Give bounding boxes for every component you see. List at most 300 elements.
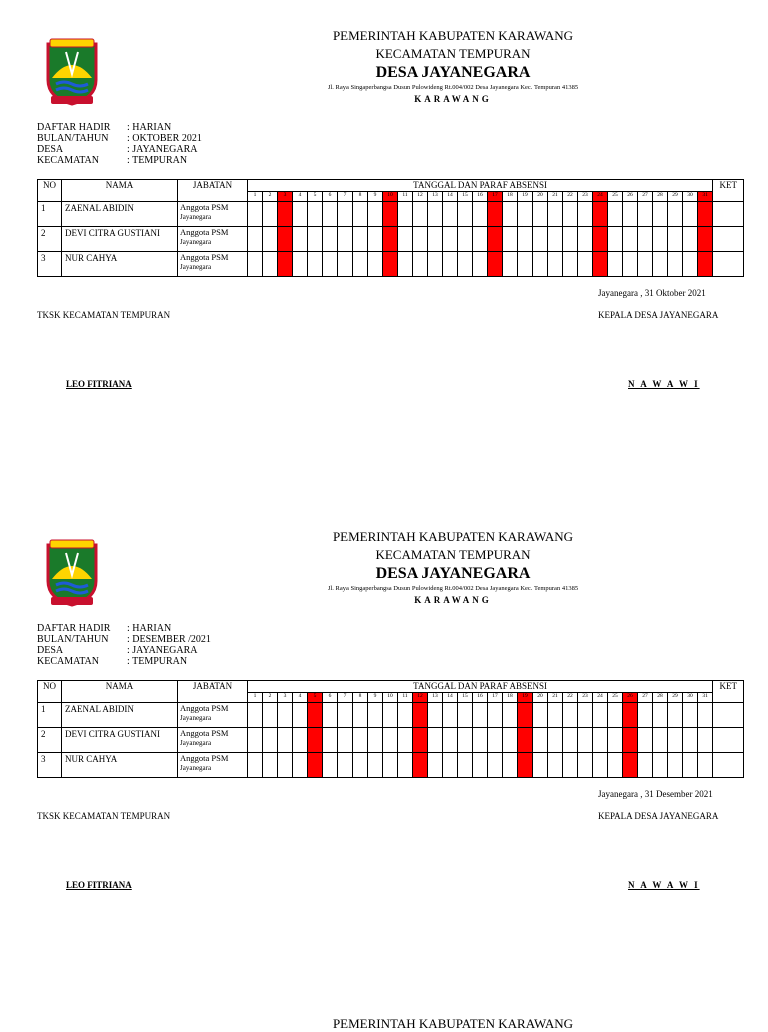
col-no-header: NO xyxy=(38,681,62,703)
ket-cell xyxy=(713,753,744,778)
table-row xyxy=(38,202,744,227)
attendance-table xyxy=(37,179,744,277)
attendance-cell xyxy=(608,227,623,252)
day-number: 10 xyxy=(383,693,398,703)
attendance-cell xyxy=(608,703,623,728)
ket-cell xyxy=(713,202,744,227)
row-role-place: Jayanegara xyxy=(180,238,212,246)
col-tanggal-header: TANGGAL DAN PARAF ABSENSI xyxy=(248,681,713,693)
day-number: 1 xyxy=(248,693,263,703)
attendance-cell xyxy=(593,202,608,227)
meta-value: : DESEMBER /2021 xyxy=(127,634,211,645)
attendance-cell xyxy=(338,252,353,277)
header-government: PEMERINTAH KABUPATEN KARAWANG xyxy=(332,28,574,43)
attendance-cell xyxy=(338,227,353,252)
attendance-cell xyxy=(338,753,353,778)
attendance-cell xyxy=(413,753,428,778)
attendance-cell xyxy=(638,252,653,277)
sign-right-name: N A W A W I xyxy=(628,379,700,389)
attendance-cell xyxy=(563,252,578,277)
attendance-cell xyxy=(458,227,473,252)
attendance-cell xyxy=(323,252,338,277)
day-number: 23 xyxy=(578,192,593,202)
ket-cell xyxy=(713,728,744,753)
attendance-cell xyxy=(443,753,458,778)
attendance-cell xyxy=(443,202,458,227)
table-row xyxy=(38,728,744,753)
attendance-cell xyxy=(668,703,683,728)
day-number: 2 xyxy=(263,192,278,202)
attendance-cell xyxy=(683,753,698,778)
attendance-cell xyxy=(248,728,263,753)
day-number: 30 xyxy=(683,693,698,703)
attendance-cell xyxy=(428,728,443,753)
meta-label: DESA xyxy=(37,645,64,656)
day-number: 17 xyxy=(488,693,503,703)
attendance-cell xyxy=(608,202,623,227)
next-page-header-peek: PEMERINTAH KABUPATEN KARAWANG xyxy=(332,1016,574,1031)
day-number: 11 xyxy=(398,693,413,703)
attendance-cell xyxy=(578,252,593,277)
table-row xyxy=(38,227,744,252)
attendance-cell xyxy=(488,728,503,753)
attendance-cell xyxy=(368,252,383,277)
attendance-cell xyxy=(353,728,368,753)
day-number: 7 xyxy=(338,192,353,202)
header-regency: KARAWANG xyxy=(414,94,492,104)
attendance-cell xyxy=(278,728,293,753)
attendance-cell xyxy=(293,728,308,753)
attendance-cell xyxy=(443,703,458,728)
day-number: 27 xyxy=(638,693,653,703)
sheet-meta xyxy=(37,623,211,667)
row-name: ZAENAL ABIDIN xyxy=(62,703,178,728)
attendance-cell xyxy=(518,202,533,227)
day-number: 8 xyxy=(353,192,368,202)
attendance-cell xyxy=(383,703,398,728)
sign-left-title: TKSK KECAMATAN TEMPURAN xyxy=(37,811,171,821)
attendance-cell xyxy=(353,252,368,277)
header-village: DESA JAYANEGARA xyxy=(375,64,531,81)
meta-label: DAFTAR HADIR xyxy=(37,623,111,634)
day-number: 6 xyxy=(323,693,338,703)
meta-value: : HARIAN xyxy=(127,623,172,634)
day-number: 3 xyxy=(278,192,293,202)
attendance-cell xyxy=(683,227,698,252)
attendance-cell xyxy=(638,202,653,227)
day-number: 28 xyxy=(653,693,668,703)
attendance-cell xyxy=(383,753,398,778)
attendance-cell xyxy=(443,728,458,753)
meta-label: DAFTAR HADIR xyxy=(37,122,111,133)
day-number: 4 xyxy=(293,693,308,703)
attendance-cell xyxy=(623,202,638,227)
attendance-cell xyxy=(548,728,563,753)
row-role: Anggota PSM xyxy=(180,227,229,237)
attendance-cell xyxy=(683,202,698,227)
table-row xyxy=(38,703,744,728)
header-address: Jl. Raya Singaperbangsa Dusun Pulowideng Rt.004/002 Desa Jayanegara Kec. Tempuran 41385 xyxy=(327,84,579,91)
attendance-sheet xyxy=(0,501,768,1001)
day-number: 10 xyxy=(383,192,398,202)
day-number: 4 xyxy=(293,192,308,202)
attendance-cell xyxy=(323,753,338,778)
attendance-cell xyxy=(593,753,608,778)
attendance-cell xyxy=(488,202,503,227)
attendance-cell xyxy=(263,227,278,252)
attendance-cell xyxy=(563,728,578,753)
attendance-cell xyxy=(323,728,338,753)
meta-value: : TEMPURAN xyxy=(127,155,188,166)
row-name: ZAENAL ABIDIN xyxy=(62,202,178,227)
day-number: 22 xyxy=(563,693,578,703)
row-name: DEVI CITRA GUSTIANI xyxy=(62,227,178,252)
attendance-cell xyxy=(518,227,533,252)
attendance-cell xyxy=(578,728,593,753)
sign-left-name: LEO FITRIANA xyxy=(66,379,132,389)
row-no: 1 xyxy=(38,202,62,227)
attendance-cell xyxy=(683,728,698,753)
attendance-cell xyxy=(398,252,413,277)
attendance-cell xyxy=(668,227,683,252)
attendance-cell xyxy=(368,728,383,753)
attendance-cell xyxy=(653,728,668,753)
attendance-cell xyxy=(263,753,278,778)
attendance-cell xyxy=(533,227,548,252)
attendance-cell xyxy=(308,227,323,252)
attendance-cell xyxy=(323,202,338,227)
day-number: 12 xyxy=(413,693,428,703)
day-number: 19 xyxy=(518,693,533,703)
day-number: 22 xyxy=(563,192,578,202)
attendance-cell xyxy=(563,753,578,778)
row-role: Anggota PSM xyxy=(180,202,229,212)
row-jabatan xyxy=(178,202,248,227)
row-role-place: Jayanegara xyxy=(180,263,212,271)
attendance-cell xyxy=(353,227,368,252)
day-number: 16 xyxy=(473,192,488,202)
day-number: 25 xyxy=(608,693,623,703)
attendance-cell xyxy=(548,227,563,252)
attendance-cell xyxy=(458,703,473,728)
header-address: Jl. Raya Singaperbangsa Dusun Pulowideng Rt.004/002 Desa Jayanegara Kec. Tempuran 41385 xyxy=(327,585,579,592)
attendance-cell xyxy=(398,753,413,778)
attendance-cell xyxy=(308,202,323,227)
sheet-meta xyxy=(37,122,202,166)
attendance-cell xyxy=(608,753,623,778)
attendance-cell xyxy=(623,753,638,778)
attendance-cell xyxy=(623,227,638,252)
col-nama-header: NAMA xyxy=(62,180,178,202)
row-name: DEVI CITRA GUSTIANI xyxy=(62,728,178,753)
attendance-cell xyxy=(593,252,608,277)
attendance-cell xyxy=(638,753,653,778)
attendance-cell xyxy=(578,703,593,728)
header-district: KECAMATAN TEMPURAN xyxy=(375,46,531,61)
day-number: 20 xyxy=(533,192,548,202)
attendance-cell xyxy=(413,227,428,252)
day-number: 13 xyxy=(428,192,443,202)
attendance-cell xyxy=(533,252,548,277)
row-jabatan xyxy=(178,728,248,753)
attendance-cell xyxy=(668,753,683,778)
day-number: 1 xyxy=(248,192,263,202)
col-ket-header: KET xyxy=(713,681,744,703)
attendance-cell xyxy=(518,753,533,778)
header-village: DESA JAYANEGARA xyxy=(375,565,531,582)
row-no: 2 xyxy=(38,227,62,252)
attendance-cell xyxy=(353,703,368,728)
attendance-cell xyxy=(308,728,323,753)
attendance-cell xyxy=(248,753,263,778)
attendance-cell xyxy=(368,202,383,227)
attendance-cell xyxy=(548,703,563,728)
day-number: 19 xyxy=(518,192,533,202)
sign-left-title: TKSK KECAMATAN TEMPURAN xyxy=(37,310,171,320)
attendance-cell xyxy=(548,252,563,277)
day-number: 27 xyxy=(638,192,653,202)
row-no: 3 xyxy=(38,252,62,277)
attendance-cell xyxy=(683,703,698,728)
attendance-cell xyxy=(293,202,308,227)
attendance-cell xyxy=(308,703,323,728)
meta-label: DESA xyxy=(37,144,64,155)
attendance-cell xyxy=(308,252,323,277)
attendance-cell xyxy=(518,703,533,728)
attendance-cell xyxy=(563,703,578,728)
day-number: 8 xyxy=(353,693,368,703)
row-name: NUR CAHYA xyxy=(62,753,178,778)
row-no: 1 xyxy=(38,703,62,728)
attendance-cell xyxy=(578,202,593,227)
day-number: 2 xyxy=(263,693,278,703)
attendance-cell xyxy=(338,703,353,728)
attendance-cell xyxy=(473,227,488,252)
attendance-cell xyxy=(368,703,383,728)
attendance-sheet xyxy=(0,0,768,500)
attendance-cell xyxy=(383,202,398,227)
attendance-cell xyxy=(308,753,323,778)
attendance-cell xyxy=(473,252,488,277)
attendance-cell xyxy=(608,252,623,277)
day-number: 26 xyxy=(623,693,638,703)
attendance-cell xyxy=(383,227,398,252)
attendance-cell xyxy=(278,227,293,252)
day-number: 29 xyxy=(668,693,683,703)
attendance-cell xyxy=(353,753,368,778)
attendance-cell xyxy=(503,202,518,227)
attendance-cell xyxy=(698,728,713,753)
day-number: 26 xyxy=(623,192,638,202)
attendance-cell xyxy=(263,202,278,227)
attendance-cell xyxy=(368,227,383,252)
row-jabatan xyxy=(178,227,248,252)
sign-right-title: KEPALA DESA JAYANEGARA xyxy=(598,811,719,821)
attendance-cell xyxy=(323,227,338,252)
attendance-cell xyxy=(473,703,488,728)
day-number: 18 xyxy=(503,192,518,202)
place-date: Jayanegara , 31 Desember 2021 xyxy=(598,789,713,799)
meta-label: BULAN/TAHUN xyxy=(37,634,109,645)
attendance-cell xyxy=(518,252,533,277)
attendance-cell xyxy=(638,227,653,252)
row-role: Anggota PSM xyxy=(180,703,229,713)
attendance-cell xyxy=(443,227,458,252)
attendance-cell xyxy=(638,728,653,753)
row-role: Anggota PSM xyxy=(180,252,229,262)
attendance-cell xyxy=(668,202,683,227)
attendance-cell xyxy=(593,728,608,753)
day-number: 14 xyxy=(443,192,458,202)
attendance-cell xyxy=(488,753,503,778)
attendance-cell xyxy=(518,728,533,753)
attendance-cell xyxy=(413,252,428,277)
attendance-cell xyxy=(278,703,293,728)
sign-right-title: KEPALA DESA JAYANEGARA xyxy=(598,310,719,320)
col-no-header: NO xyxy=(38,180,62,202)
col-nama-header: NAMA xyxy=(62,681,178,703)
attendance-cell xyxy=(398,202,413,227)
attendance-cell xyxy=(638,703,653,728)
day-number: 20 xyxy=(533,693,548,703)
meta-value: : OKTOBER 2021 xyxy=(127,133,202,144)
row-role-place: Jayanegara xyxy=(180,764,212,772)
header-government: PEMERINTAH KABUPATEN KARAWANG xyxy=(332,529,574,544)
attendance-cell xyxy=(338,728,353,753)
row-role-place: Jayanegara xyxy=(180,213,212,221)
attendance-cell xyxy=(503,227,518,252)
meta-value: : JAYANEGARA xyxy=(127,144,198,155)
sign-left-name: LEO FITRIANA xyxy=(66,880,132,890)
attendance-cell xyxy=(578,227,593,252)
attendance-cell xyxy=(353,202,368,227)
header-district: KECAMATAN TEMPURAN xyxy=(375,547,531,562)
attendance-cell xyxy=(533,703,548,728)
attendance-cell xyxy=(263,703,278,728)
row-no: 3 xyxy=(38,753,62,778)
day-number: 12 xyxy=(413,192,428,202)
day-number: 25 xyxy=(608,192,623,202)
attendance-cell xyxy=(623,728,638,753)
attendance-cell xyxy=(248,227,263,252)
attendance-cell xyxy=(653,202,668,227)
attendance-cell xyxy=(653,252,668,277)
attendance-cell xyxy=(263,252,278,277)
attendance-cell xyxy=(428,252,443,277)
attendance-cell xyxy=(458,753,473,778)
attendance-cell xyxy=(503,728,518,753)
attendance-cell xyxy=(248,252,263,277)
row-jabatan xyxy=(178,703,248,728)
day-number: 23 xyxy=(578,693,593,703)
attendance-cell xyxy=(548,202,563,227)
day-number: 9 xyxy=(368,192,383,202)
day-number: 29 xyxy=(668,192,683,202)
attendance-cell xyxy=(413,728,428,753)
attendance-cell xyxy=(473,728,488,753)
day-number: 11 xyxy=(398,192,413,202)
attendance-cell xyxy=(533,728,548,753)
row-role-place: Jayanegara xyxy=(180,714,212,722)
day-number: 15 xyxy=(458,693,473,703)
attendance-cell xyxy=(278,252,293,277)
col-jabatan-header: JABATAN xyxy=(178,180,248,202)
attendance-cell xyxy=(293,753,308,778)
ket-cell xyxy=(713,252,744,277)
ket-cell xyxy=(713,227,744,252)
attendance-cell xyxy=(458,252,473,277)
attendance-cell xyxy=(578,753,593,778)
day-number: 9 xyxy=(368,693,383,703)
attendance-cell xyxy=(368,753,383,778)
attendance-cell xyxy=(698,202,713,227)
row-jabatan xyxy=(178,252,248,277)
attendance-cell xyxy=(323,703,338,728)
header-regency: KARAWANG xyxy=(414,595,492,605)
attendance-cell xyxy=(413,202,428,227)
attendance-cell xyxy=(248,703,263,728)
meta-value: : JAYANEGARA xyxy=(127,645,198,656)
row-no: 2 xyxy=(38,728,62,753)
day-number: 21 xyxy=(548,693,563,703)
attendance-cell xyxy=(533,753,548,778)
attendance-cell xyxy=(398,703,413,728)
attendance-cell xyxy=(653,227,668,252)
attendance-cell xyxy=(503,252,518,277)
attendance-cell xyxy=(293,227,308,252)
row-role: Anggota PSM xyxy=(180,728,229,738)
day-number: 21 xyxy=(548,192,563,202)
day-number: 14 xyxy=(443,693,458,703)
attendance-cell xyxy=(533,202,548,227)
day-number: 3 xyxy=(278,693,293,703)
attendance-cell xyxy=(698,703,713,728)
attendance-cell xyxy=(383,728,398,753)
karawang-regency-seal-icon xyxy=(46,38,98,106)
table-row xyxy=(38,753,744,778)
sign-right-name: N A W A W I xyxy=(628,880,700,890)
day-number: 31 xyxy=(698,192,713,202)
ket-cell xyxy=(713,703,744,728)
attendance-cell xyxy=(698,753,713,778)
attendance-cell xyxy=(503,753,518,778)
day-number: 5 xyxy=(308,192,323,202)
day-number: 6 xyxy=(323,192,338,202)
attendance-cell xyxy=(398,227,413,252)
attendance-cell xyxy=(563,202,578,227)
day-number: 31 xyxy=(698,693,713,703)
attendance-cell xyxy=(413,703,428,728)
attendance-cell xyxy=(653,703,668,728)
attendance-cell xyxy=(623,252,638,277)
day-number: 24 xyxy=(593,192,608,202)
attendance-cell xyxy=(593,227,608,252)
attendance-cell xyxy=(593,703,608,728)
attendance-cell xyxy=(473,753,488,778)
attendance-cell xyxy=(488,703,503,728)
attendance-cell xyxy=(428,202,443,227)
attendance-cell xyxy=(548,753,563,778)
meta-label: KECAMATAN xyxy=(37,155,99,166)
attendance-cell xyxy=(608,728,623,753)
row-jabatan xyxy=(178,753,248,778)
attendance-cell xyxy=(488,227,503,252)
attendance-cell xyxy=(488,252,503,277)
day-number: 15 xyxy=(458,192,473,202)
attendance-cell xyxy=(263,728,278,753)
attendance-cell xyxy=(458,202,473,227)
col-tanggal-header: TANGGAL DAN PARAF ABSENSI xyxy=(248,180,713,192)
